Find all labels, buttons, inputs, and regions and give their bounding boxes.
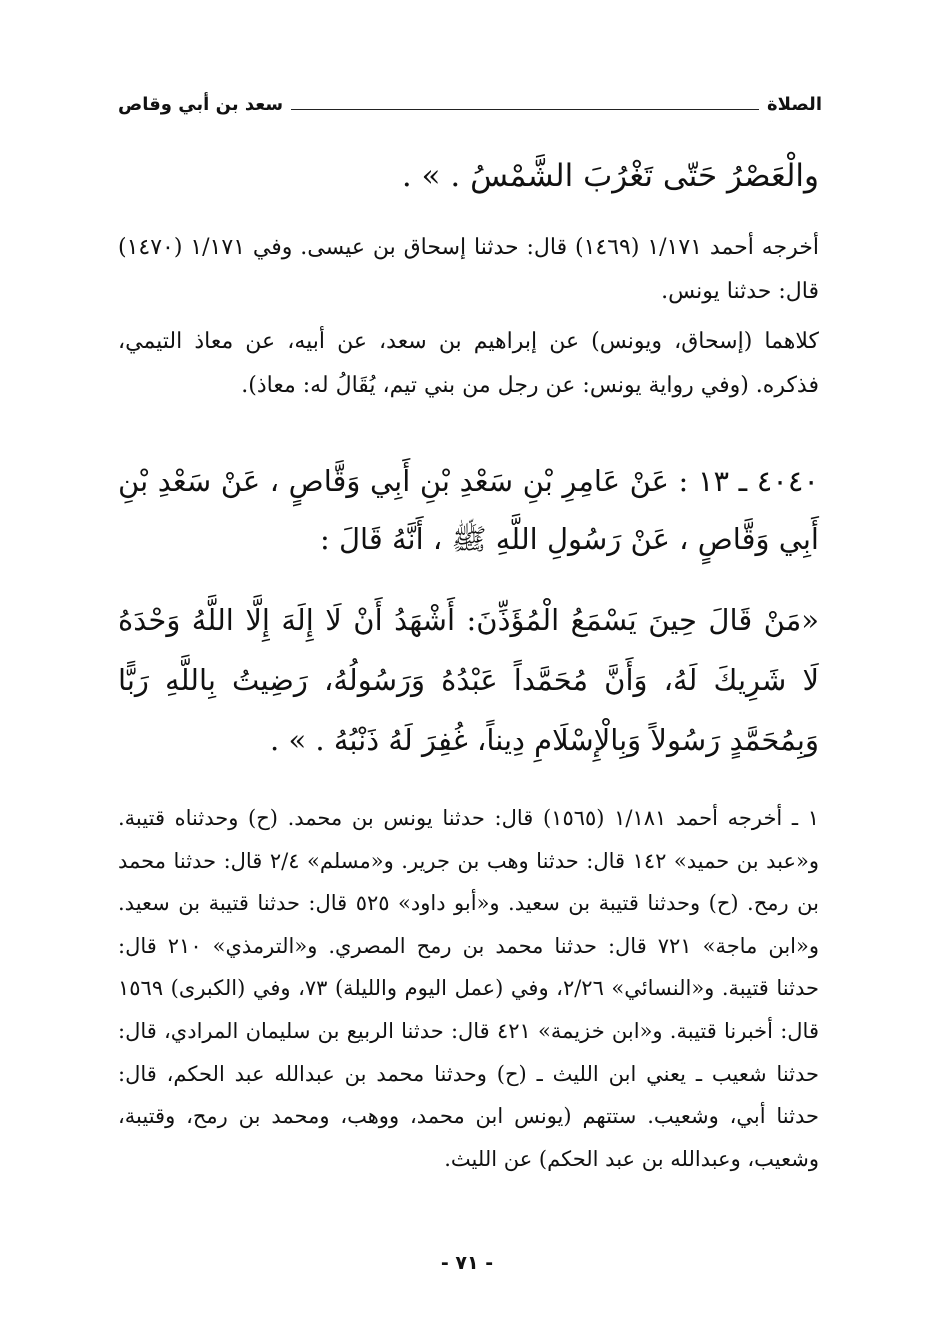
takhrij-paragraph-2: كلاهما (إسحاق، ويونس) عن إبراهيم بن سعد، عن أبيه، عن معاذ التيمي، فذكره. (وفي رواية يونس: عن رجل من بني تيم، يُقَالُ له: معاذ). [118,329,819,398]
hadith-matn: «مَنْ قَالَ حِينَ يَسْمَعُ الْمُؤَذِّنَ: أَشْهَدُ أَنْ لَا إِلَهَ إِلَّا اللَّهُ وَحْدَهُ لَا شَرِيكَ لَهُ، وَأَنَّ مُحَمَّداً عَبْدُهُ وَرَسُولُهُ، رَضِيتُ بِاللَّهِ رَبًّا وَبِمُحَمَّدٍ رَسُولاً وَبِالْإِسْلَامِ دِيناً، غُفِرَ لَهُ ذَنْبُهُ . » . [118,603,819,757]
header-rule [291,109,759,110]
running-header [118,94,822,115]
hadith-ending-text: والْعَصْرُ حَتّى تَغْرُبَ الشَّمْسُ . » . [401,158,819,194]
footnote-takhrij: ١ ـ أخرجه أحمد ١/١٨١ (١٥٦٥) قال: حدثنا يونس بن محمد. (ح) وحدثناه قتيبة. و«عبد بن حميد» ١٤٢ قال: حدثنا وهب بن جرير. و«مسلم» ٢/٤ قال: حدثنا محمد بن رمح. (ح) وحدثنا قتيبة بن سعيد. و«أبو داود» ٥٢٥ قال: حدثنا قتيبة بن سعيد. و«ابن ماجة» ٧٢١ قال: حدثنا محمد بن رمح المصري. و«الترمذي» ٢١٠ قال: حدثنا قتيبة. و«النسائي» ٢/٢٦، وفي (عمل اليوم والليلة) ٧٣، وفي (الكبرى) ١٥٦٩ قال: أخبرنا قتيبة. و«ابن خزيمة» ٤٢١ قال: حدثنا الربيع بن سليمان المرادي، قال: حدثنا شعيب ـ يعني ابن الليث ـ (ح) وحدثنا محمد بن عبدالله عبد الحكم، قال: حدثنا أبي، وشعيب. ستتهم (يونس ابن محمد، ووهب، ومحمد بن رمح، وقتيبة، وشعيب، وعبدالله بن عبد الحكم) عن الليث. [118,806,819,1171]
page-number: - ٧١ - [440,1252,494,1274]
takhrij-paragraph-1: أخرجه أحمد ١/١٧١ (١٤٦٩) قال: حدثنا إسحاق بن عيسى. وفي ١/١٧١ (١٤٧٠) قال: حدثنا يونس. [118,235,820,304]
header-chapter-title: الصلاة [767,94,822,115]
header-section-title: سعد بن أبي وقاص [118,94,284,115]
hadith-isnad: ٤٠٤٠ ـ ١٣ : عَنْ عَامِرِ بْنِ سَعْدِ بْنِ أَبِي وَقَّاصٍ ، عَنْ سَعْدِ بْنِ أَبِي وَقَّاصٍ ، عَنْ رَسُولِ اللَّهِ ﷺ ، أَنَّهُ قَالَ : [118,464,819,556]
